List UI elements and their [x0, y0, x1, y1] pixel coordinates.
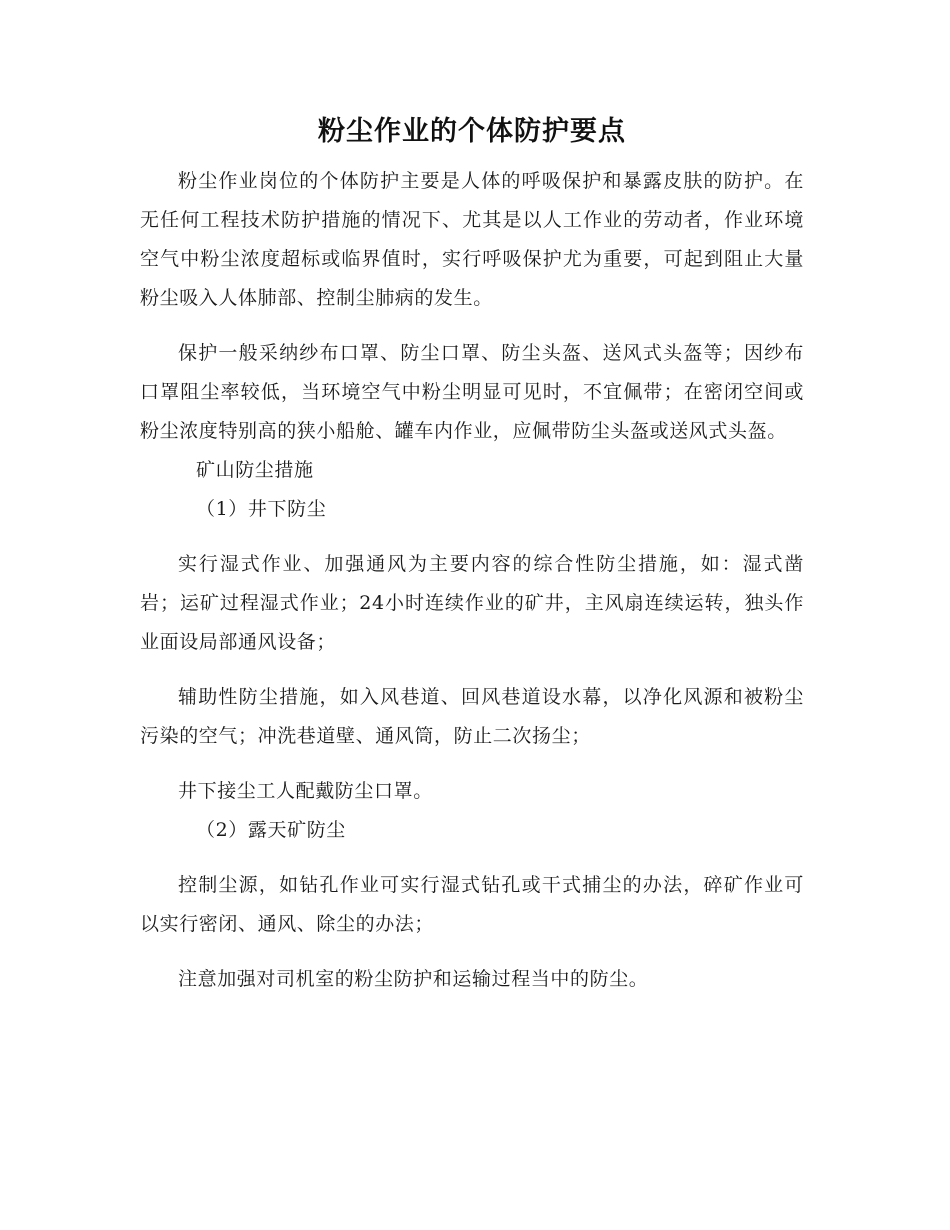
paragraph-auxiliary-measures: 辅助性防尘措施，如入风巷道、回风巷道设水幕，以净化风源和被粉尘污染的空气；冲洗巷道壁、通风筒，防止二次扬尘； — [140, 686, 804, 747]
paragraph-worker-masks: 井下接尘工人配戴防尘口罩。 — [178, 780, 433, 802]
heading-underground-dust: （1）井下防尘 — [196, 498, 327, 520]
document-body — [140, 112, 804, 999]
paragraph-wet-operation: 实行湿式作业、加强通风为主要内容的综合性防尘措施，如：湿式凿岩；运矿过程湿式作业；24小时连续作业的矿井，主风扇连续运转，独头作业面设局部通风设备； — [140, 553, 804, 653]
heading-mine-dust-measures: 矿山防尘措施 — [196, 459, 314, 481]
document-title: 粉尘作业的个体防护要点 — [318, 116, 626, 147]
paragraph-control-dust-source: 控制尘源，如钻孔作业可实行湿式钻孔或干式捕尘的办法，碎矿作业可以实行密闭、通风、除尘的办法； — [140, 874, 804, 935]
heading-open-pit-dust: （2）露天矿防尘 — [196, 819, 346, 841]
paragraph-protective-equipment: 保护一般采纳纱布口罩、防尘口罩、防尘头盔、送风式头盔等；因纱布口罩阻尘率较低，当环境空气中粉尘明显可见时，不宜佩带；在密闭空间或粉尘浓度特别高的狭小船舱、罐车内作业，应佩带防尘头盔或送风式头盔。 — [140, 342, 804, 442]
paragraph-respiratory-protection: 粉尘作业岗位的个体防护主要是人体的呼吸保护和暴露皮肤的防护。在无任何工程技术防护措施的情况下、尤其是以人工作业的劳动者，作业环境空气中粉尘浓度超标或临界值时，实行呼吸保护尤为重要，可起到阻止大量粉尘吸入人体肺部、控制尘肺病的发生。 — [140, 170, 804, 309]
paragraph-driver-cab-protection: 注意加强对司机室的粉尘防护和运输过程当中的防尘。 — [178, 968, 649, 990]
